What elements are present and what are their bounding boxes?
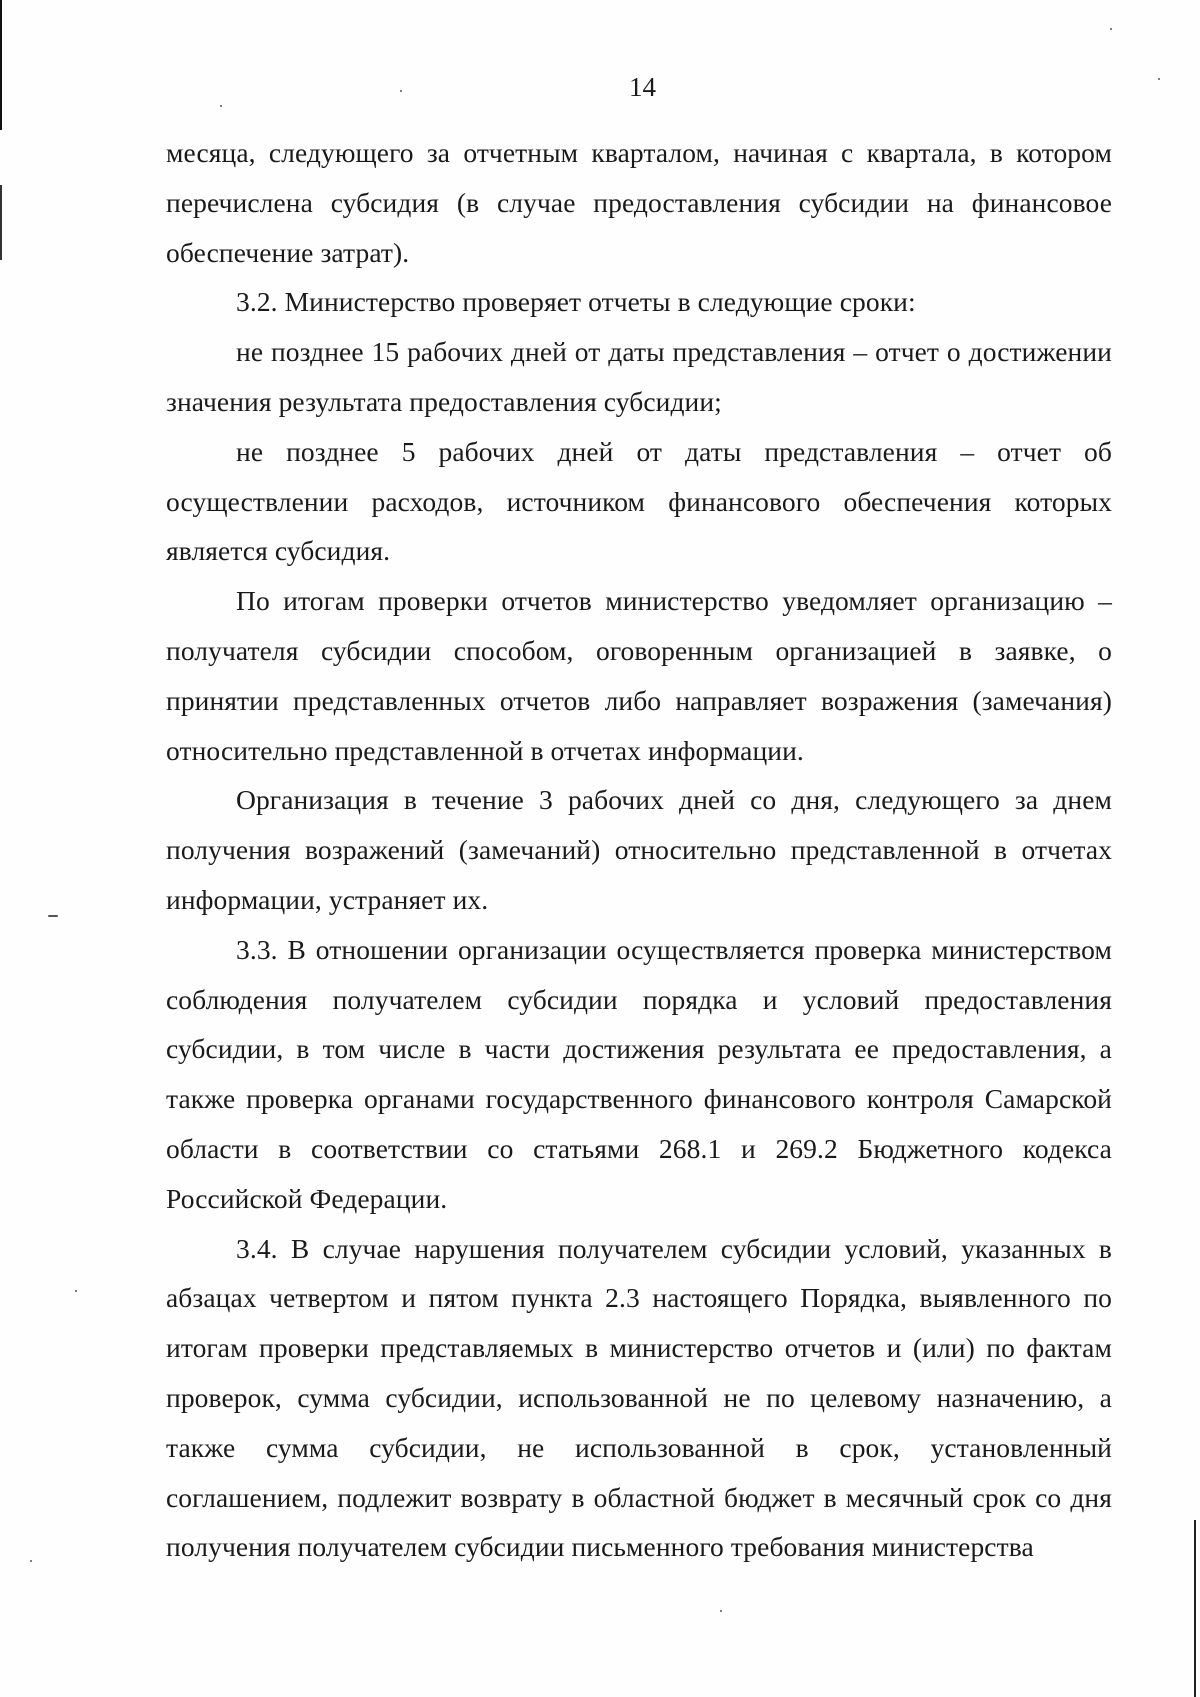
scan-border-left <box>0 0 2 130</box>
paragraph-3-2: 3.2. Министерство проверяет отчеты в следующие сроки: <box>236 286 916 318</box>
document-body <box>166 128 1112 1572</box>
page-number: 14 <box>629 72 656 102</box>
scan-speck <box>75 1290 77 1292</box>
scan-speck <box>220 105 222 107</box>
paragraph-continuation: месяца, следующего за отчетным кварталом, начиная с квартала, в котором перечислена субсидия (в случае предоставления субсидии на финансовое обеспечение затрат). <box>166 137 1112 268</box>
scan-speck <box>48 915 58 917</box>
paragraph-3-4: 3.4. В случае нарушения получателем субсидии условий, указанных в абзацах четвертом и пятом пункта 2.3 настоящего Порядка, выявленного по итогам проверки представляемых в министерство отчетов и (или) по фактам проверок, сумма субсидии, использованной не по целевому назначению, а также сумма субсидии, не использованной в срок, установленный соглашением, подлежит возврату в областной бюджет в месячный срок со дня получения получателем субсидии письменного требования министерства <box>166 1232 1112 1563</box>
scan-speck <box>720 1610 722 1612</box>
paragraph-check-results: По итогам проверки отчетов министерство уведомляет организацию – получателя субсидии способом, оговоренным организацией в заявке, о принятии представленных отчетов либо направляет возражения (замечания) относительно представленной в отчетах информации. <box>166 585 1112 766</box>
scan-border-left-lower <box>0 185 2 260</box>
scan-speck <box>1110 28 1112 30</box>
scan-speck <box>30 1560 32 1562</box>
paragraph-deadline-expenses: не позднее 5 рабочих дней от даты представления – отчет об осуществлении расходов, источником финансового обеспечения которых является субсидия. <box>166 435 1112 567</box>
paragraph-3-3: 3.3. В отношении организации осуществляется проверка министерством соблюдения получателем субсидии порядка и условий предоставления субсидии, в том числе в части достижения результата ее предоставления, а также проверка органами государственного финансового контроля Самарской области в соответствии со статьями 268.1 и 269.2 Бюджетного кодекса Российской Федерации. <box>166 933 1112 1214</box>
scan-border-right <box>1194 1520 1196 1697</box>
paragraph-organization-fix: Организация в течение 3 рабочих дней со дня, следующего за днем получения возражений (замечаний) относительно представленной в отчетах информации, устраняет их. <box>166 784 1112 915</box>
paragraph-deadline-result: не позднее 15 рабочих дней от даты представления – отчет о достижении значения результата предоставления субсидии; <box>166 336 1112 417</box>
